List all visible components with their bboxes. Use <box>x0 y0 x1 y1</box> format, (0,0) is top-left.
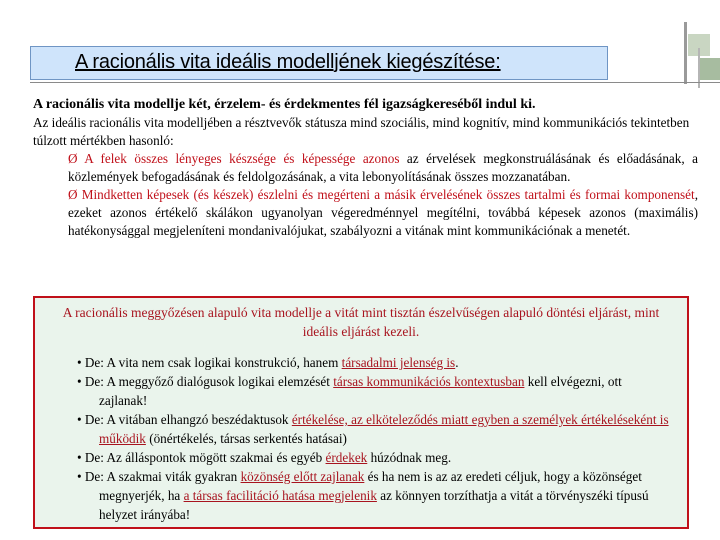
list-item: • De: A vita nem csak logikai konstrukció, hanem társadalmi jelenség is. <box>77 355 459 370</box>
bullet-marker: Ø <box>68 187 82 202</box>
title-banner <box>30 46 608 80</box>
intro-section <box>33 96 698 240</box>
list-item: • De: A vitában elhangzó beszédaktusok értékelése, az elköteleződés miatt egyben a személyek értékeléseként is működik (önértékelés, társas serkentés hatásai) <box>77 412 669 446</box>
box-lead: A racionális meggyőzésen alapuló vita modellje a vitát mint tisztán észelvűségen alapuló döntési eljárást, mint ideális eljárást kezeli. <box>62 305 660 339</box>
slide-title: A racionális vita ideális modelljének kiegészítése: <box>75 51 501 73</box>
intro-bullet <box>68 150 698 186</box>
decor-divider <box>30 82 720 83</box>
list-item: • De: Az álláspontok mögött szakmai és egyéb érdekek húzódnak meg. <box>77 450 452 465</box>
decor-square <box>700 58 720 80</box>
list-item: • De: A meggyőző dialógusok logikai elemzését társas kommunikációs kontextusban kell elvégezni, ott zajlanak! <box>77 374 622 408</box>
intro-bullet <box>68 186 698 240</box>
bullet-marker: Ø <box>68 151 85 166</box>
list-item: • De: A szakmai viták gyakran közönség előtt zajlanak és ha nem is az az eredeti céljuk, hogy a közönséget megnyerjék, ha a társas facilitáció hatása megjelenik az könnyen torzíthatja a vitát a törvényszéki típusú helyzet irányába! <box>77 469 649 522</box>
bullet-text: az érvelések megkonstruálásának és előadásának, a közlemények befogadásának és feldolgozásának, a vita lebonyolításának összes mozzanatában. <box>68 151 698 184</box>
highlight-box <box>33 296 689 529</box>
bullet-text: , ezeket azonos értékelő skálákon ugyanolyan végeredménnyel megítélni, továbbá képesek azonos (maximális) hatékonysággal megjeleníteni mondanivalójukat, szabályozni a vitának mint kommunikációnak a menetét. <box>68 187 698 238</box>
decor-line <box>684 22 687 84</box>
intro-paragraph: Az ideális racionális vita modelljében a résztvevők státusza mind szociális, mind kognitív, mind kommunikációs tekintetben túlzott mértékben hasonló: <box>33 115 690 148</box>
intro-lead: A racionális vita modellje két, érzelem- és érdekmentes fél igazságkereséből indul ki. <box>33 97 536 112</box>
objection-list <box>77 353 673 524</box>
bullet-highlight: A felek összes lényeges készsége és képessége azonos <box>84 151 400 166</box>
bullet-highlight: Mindketten képesek (és készek) észlelni és megérteni a másik érvelésének összes tartalmi és formai komponensét <box>81 187 695 202</box>
